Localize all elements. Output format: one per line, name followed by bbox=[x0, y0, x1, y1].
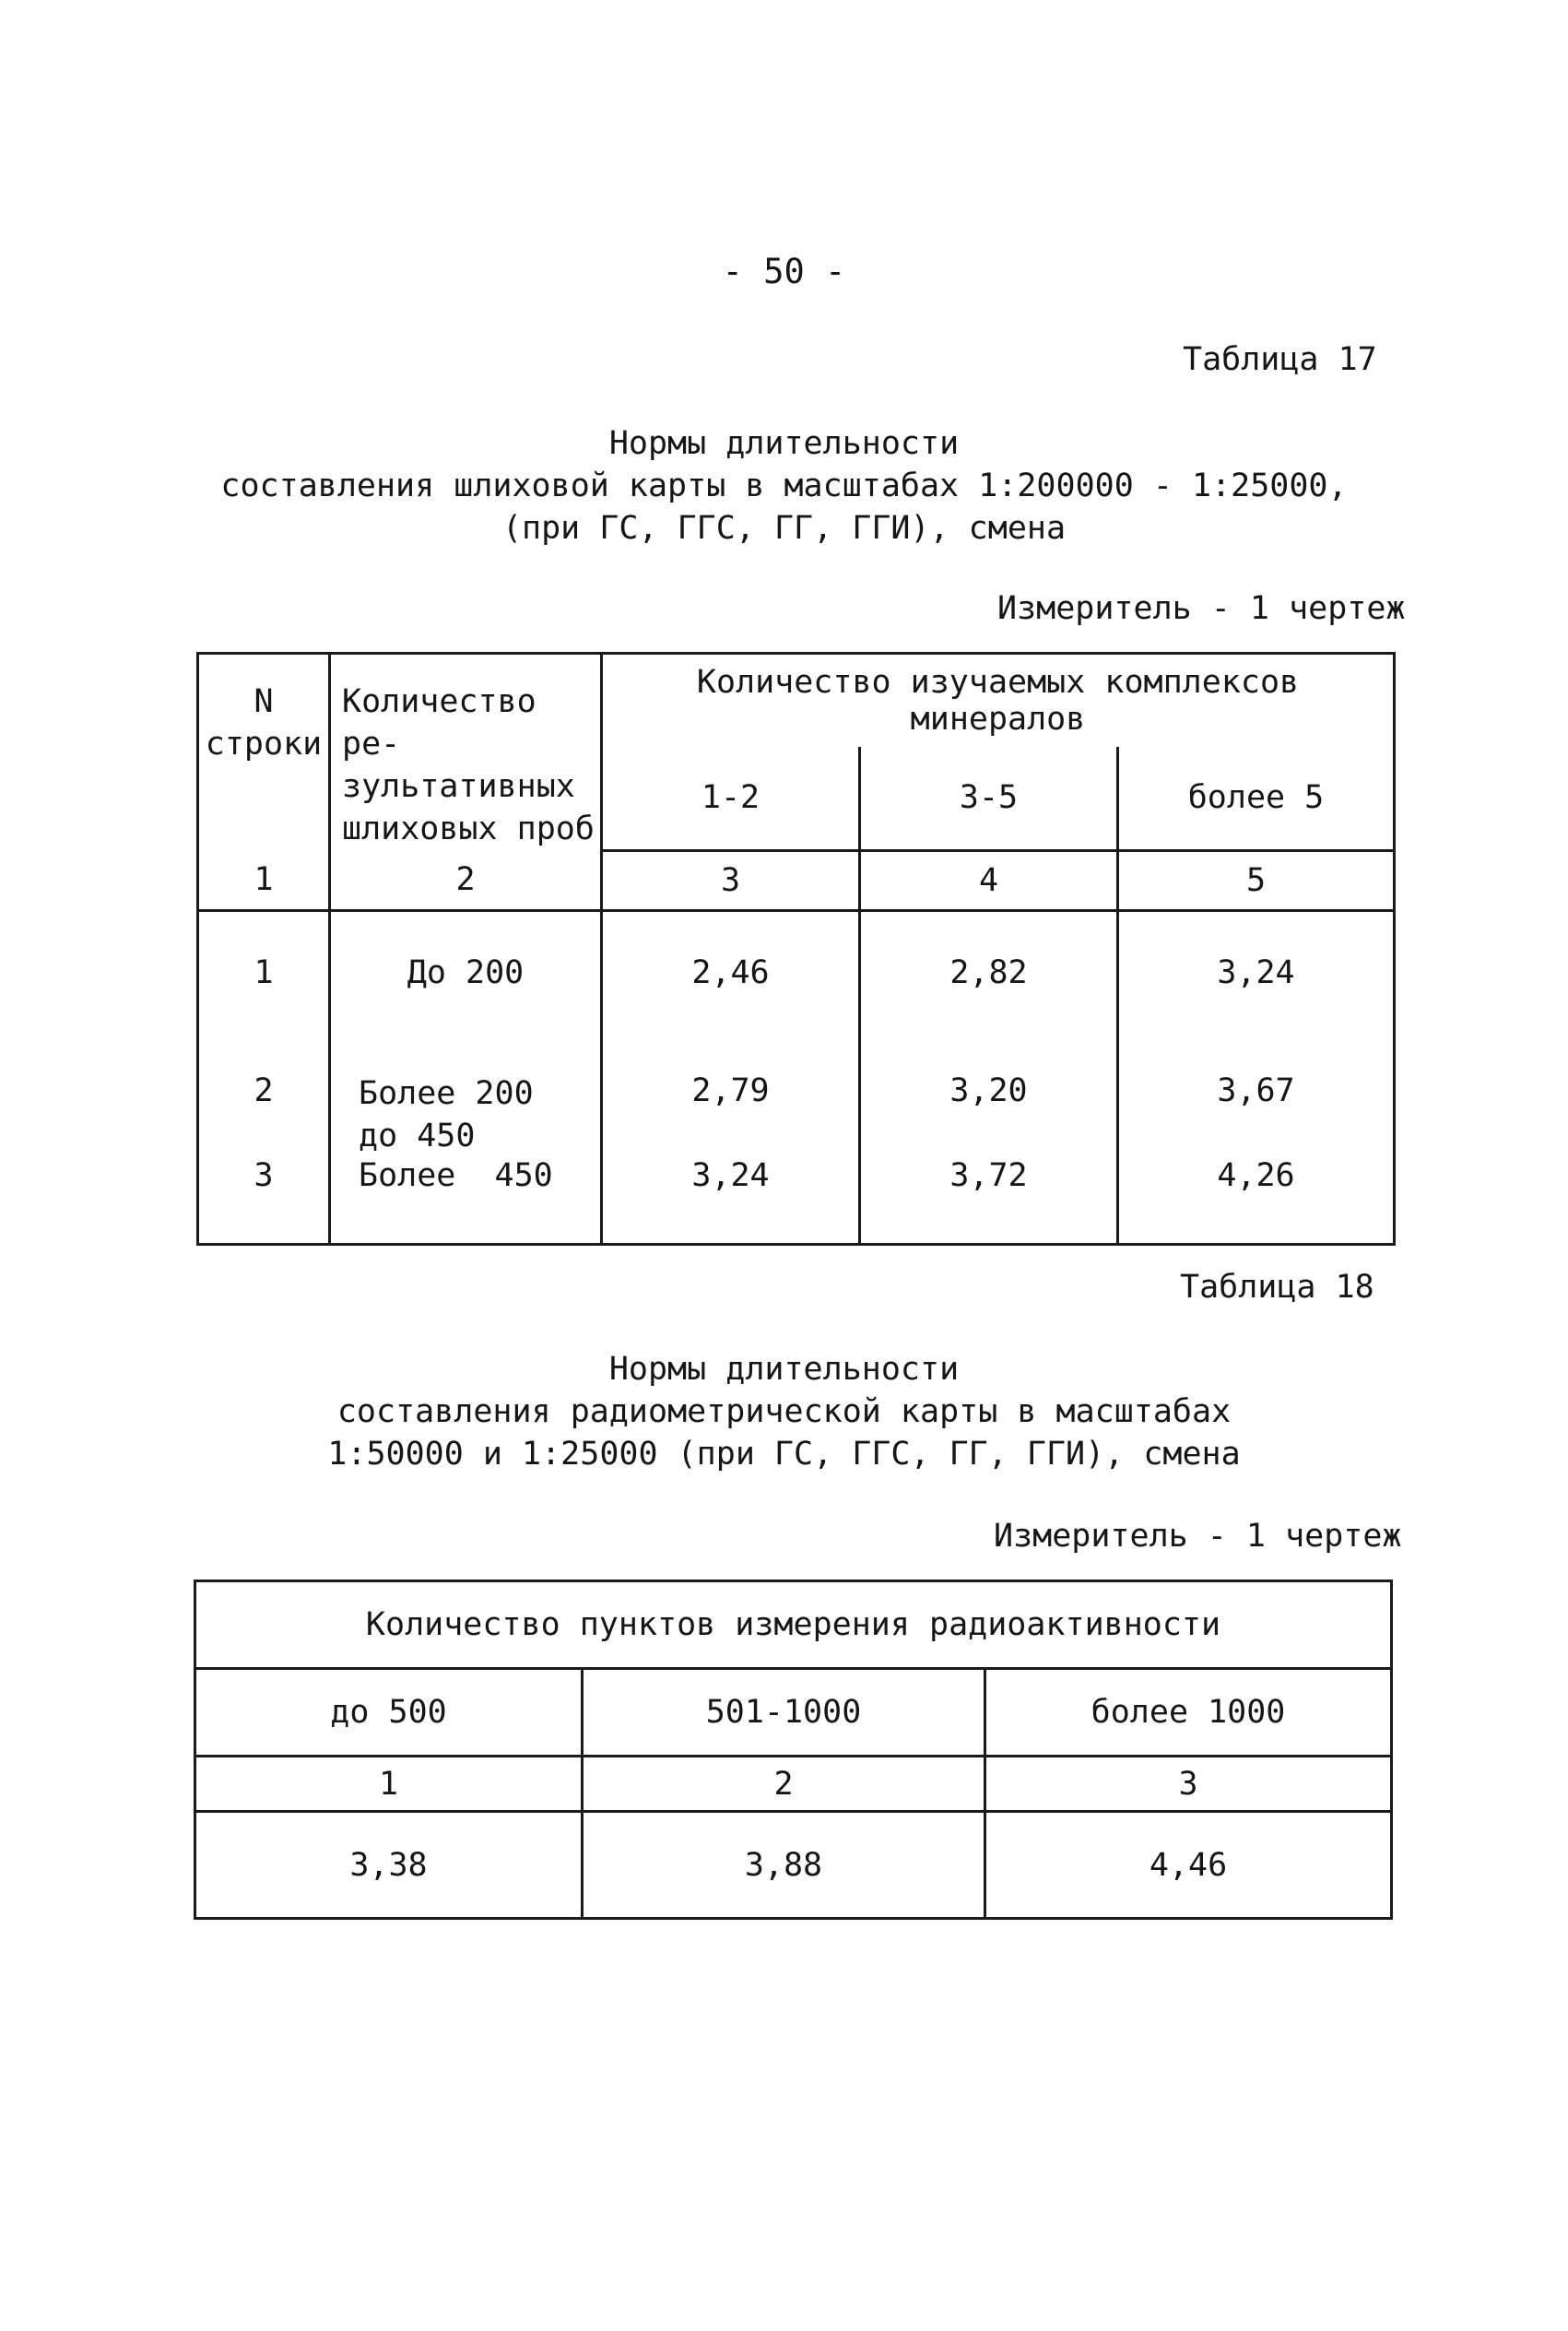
col-number-1: 1 bbox=[198, 850, 330, 911]
row-2-count: Более 200 до 450 bbox=[330, 1072, 602, 1157]
row-1-value-1: 2,46 bbox=[602, 911, 860, 1073]
table-18-unit: Измеритель - 1 чертеж bbox=[994, 1518, 1402, 1555]
col-number-3: 3 bbox=[602, 850, 860, 911]
table-17-title-line-1: Нормы длительности bbox=[608, 425, 960, 462]
table-17-unit: Измеритель - 1 чертеж bbox=[997, 590, 1406, 627]
table-row bbox=[198, 1157, 1395, 1245]
col-number-1: 1 bbox=[195, 1757, 583, 1812]
row-1-value-2: 2,82 bbox=[860, 911, 1118, 1073]
header-sub-2: 501-1000 bbox=[583, 1669, 985, 1757]
table-18-label: Таблица 18 bbox=[1180, 1269, 1374, 1306]
table-17-title-line-2: составления шлиховой карты в масштабах 1:200000 - 1:25000, bbox=[220, 467, 1348, 504]
table-row bbox=[198, 911, 1395, 1073]
row-1-number: 1 bbox=[198, 911, 330, 1073]
table-18-title bbox=[0, 1348, 1568, 1475]
table-18-title-line-1: Нормы длительности bbox=[608, 1351, 960, 1388]
row-3-value-3: 4,26 bbox=[1118, 1157, 1395, 1245]
table-18-title-line-3: 1:50000 и 1:25000 (при ГС, ГГС, ГГ, ГГИ), смена bbox=[327, 1436, 1241, 1473]
header-row-number-text: N строки bbox=[205, 683, 323, 763]
header-sample-count: Количество ре- зультативных шлиховых проб bbox=[330, 654, 602, 851]
header-row-number bbox=[198, 654, 330, 851]
value-2: 3,88 bbox=[583, 1812, 985, 1919]
value-3: 4,46 bbox=[985, 1812, 1392, 1919]
col-number-3: 3 bbox=[985, 1757, 1392, 1812]
page-number: - 50 - bbox=[722, 252, 846, 291]
row-2-value-3: 3,67 bbox=[1118, 1072, 1395, 1157]
col-number-2: 2 bbox=[330, 850, 602, 911]
col-number-5: 5 bbox=[1118, 850, 1395, 911]
table-18-title-line-2: составления радиометрической карты в масштабах bbox=[336, 1393, 1232, 1430]
table-17 bbox=[196, 652, 1396, 1246]
row-3-count: Более 450 bbox=[330, 1157, 602, 1245]
header-sub-3: более 1000 bbox=[985, 1669, 1392, 1757]
row-3-value-2: 3,72 bbox=[860, 1157, 1118, 1245]
value-1: 3,38 bbox=[195, 1812, 583, 1919]
row-2-number: 2 bbox=[198, 1072, 330, 1157]
header-measurement-points: Количество пунктов измерения радиоактивности bbox=[195, 1581, 1392, 1669]
header-mineral-complexes: Количество изучаемых комплексов минералов bbox=[602, 654, 1395, 748]
row-1-value-3: 3,24 bbox=[1118, 911, 1395, 1073]
table-row bbox=[195, 1812, 1392, 1919]
col-number-4: 4 bbox=[860, 850, 1118, 911]
header-sub-3: более 5 bbox=[1118, 747, 1395, 850]
table-18 bbox=[194, 1580, 1393, 1920]
row-2-value-1: 2,79 bbox=[602, 1072, 860, 1157]
col-number-2: 2 bbox=[583, 1757, 985, 1812]
table-row bbox=[198, 1072, 1395, 1157]
header-sub-2: 3-5 bbox=[860, 747, 1118, 850]
header-sub-1: до 500 bbox=[195, 1669, 583, 1757]
row-3-value-1: 3,24 bbox=[602, 1157, 860, 1245]
row-2-value-2: 3,20 bbox=[860, 1072, 1118, 1157]
table-17-title-line-3: (при ГС, ГГС, ГГ, ГГИ), смена bbox=[501, 510, 1067, 547]
table-17-title bbox=[0, 422, 1568, 550]
table-17-label: Таблица 17 bbox=[1183, 341, 1377, 378]
row-3-number: 3 bbox=[198, 1157, 330, 1245]
header-sub-1: 1-2 bbox=[602, 747, 860, 850]
row-1-count: До 200 bbox=[330, 911, 602, 1073]
